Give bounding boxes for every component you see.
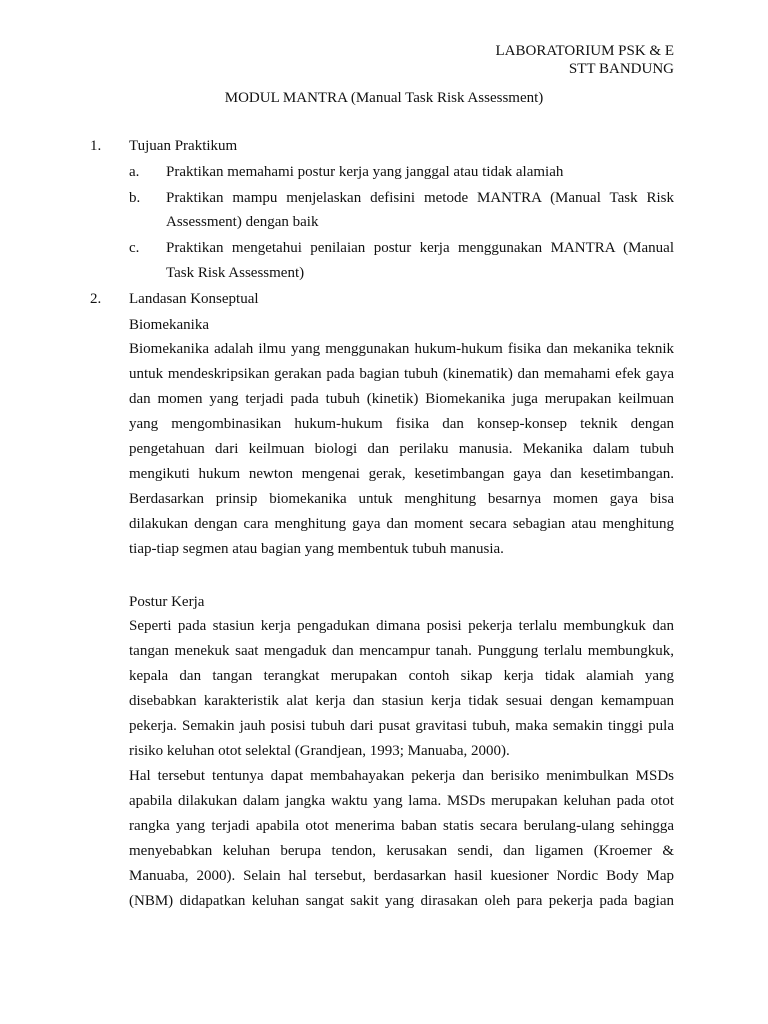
paragraph-3-line: menyebabkan keluhan berupa tendon, kerusakan sendi, dan ligamen (Kroemer & [129,843,674,859]
paragraph-3-line: rangka yang terjadi apabila otot menerima baban statis secara berulang-ulang sehingga [129,818,674,834]
subheading-postur-kerja: Postur Kerja [129,594,205,610]
item-c-text-line-1: Praktikan mengetahui penilaian postur kerja menggunakan MANTRA (Manual [166,240,674,256]
paragraph-1-line: Biomekanika adalah ilmu yang menggunakan hukum-hukum fisika dan mekanika teknik [129,341,674,357]
paragraph-3-line: (NBM) didapatkan keluhan sangat sakit yang dirasakan oleh para pekerja pada bagian [129,893,674,909]
item-c-letter: c. [129,240,140,256]
subheading-biomekanika: Biomekanika [129,317,209,333]
section-2-number: 2. [90,291,102,307]
paragraph-3-line: Manuaba, 2000). Selain hal tersebut, berdasarkan hasil kuesioner Nordic Body Map [129,868,674,884]
paragraph-2-line: kepala dan tangan terangkat merupakan contoh sikap kerja tidak alamiah yang [129,668,674,684]
section-2-heading: Landasan Konseptual [129,291,259,307]
item-a-letter: a. [129,164,140,180]
paragraph-1-line: dilakukan dengan cara menghitung gaya dan moment secara sebagian atau menghitung [129,516,674,532]
header-lab: LABORATORIUM PSK & E [495,43,674,59]
paragraph-2-line: pekerja. Semakin jauh posisi tubuh dari pusat gravitasi tubuh, maka semakin tinggi pula [129,718,674,734]
item-a-text: Praktikan memahami postur kerja yang janggal atau tidak alamiah [166,164,564,180]
paragraph-3-line: apabila dilakukan dalam jangka waktu yang lama. MSDs merupakan keluhan pada otot [129,793,674,809]
paragraph-2-line: tangan menekuk saat mengaduk dan mencampur tanah. Punggung terlalu membungkuk, [129,643,674,659]
paragraph-1-line: mengikuti hukum newton mengenai gerak, kesetimbangan gaya dan kesetimbangan. [129,466,674,482]
header-institution: STT BANDUNG [568,61,674,77]
paragraph-1-line: yang mengombinasikan hukum-hukum fisika dan konsep-konsep teknik dengan [129,416,674,432]
item-c-text-line-2: Task Risk Assessment) [166,265,305,281]
item-b-text-line-1: Praktikan mampu menjelaskan defisini metode MANTRA (Manual Task Risk [166,190,674,206]
paragraph-1-line: tiap-tiap segmen atau bagian yang membentuk tubuh manusia. [129,541,504,557]
paragraph-1-line: untuk mendeskripsikan gerakan pada bagian tubuh (kinematik) dan memahami efek gaya [129,366,674,382]
item-b-letter: b. [129,190,141,206]
section-1-number: 1. [90,138,102,154]
item-b-text-line-2: Assessment) dengan baik [166,214,319,230]
paragraph-2-line: disebabkan karakteristik alat kerja dan stasiun kerja tidak sesuai dengan kemampuan [129,693,674,709]
paragraph-3-line: Hal tersebut tentunya dapat membahayakan pekerja dan berisiko menimbulkan MSDs [129,768,674,784]
paragraph-2-line: risiko keluhan otot selektal (Grandjean, 1993; Manuaba, 2000). [129,743,510,759]
page-title: MODUL MANTRA (Manual Task Risk Assessment) [224,90,544,106]
paragraph-1-line: Berdasarkan prinsip biomekanika untuk menghitung besarnya momen gaya bisa [129,491,674,507]
paragraph-2-line: Seperti pada stasiun kerja pengadukan dimana posisi pekerja terlalu membungkuk dan [129,618,674,634]
paragraph-1-line: dan momen yang terjadi pada tubuh (kinetik) Biomekanika juga merupakan keilmuan [129,391,674,407]
paragraph-1-line: pengetahuan dari keilmuan biologi dan perilaku manusia. Mekanika dalam tubuh [129,441,674,457]
section-1-heading: Tujuan Praktikum [129,138,238,154]
